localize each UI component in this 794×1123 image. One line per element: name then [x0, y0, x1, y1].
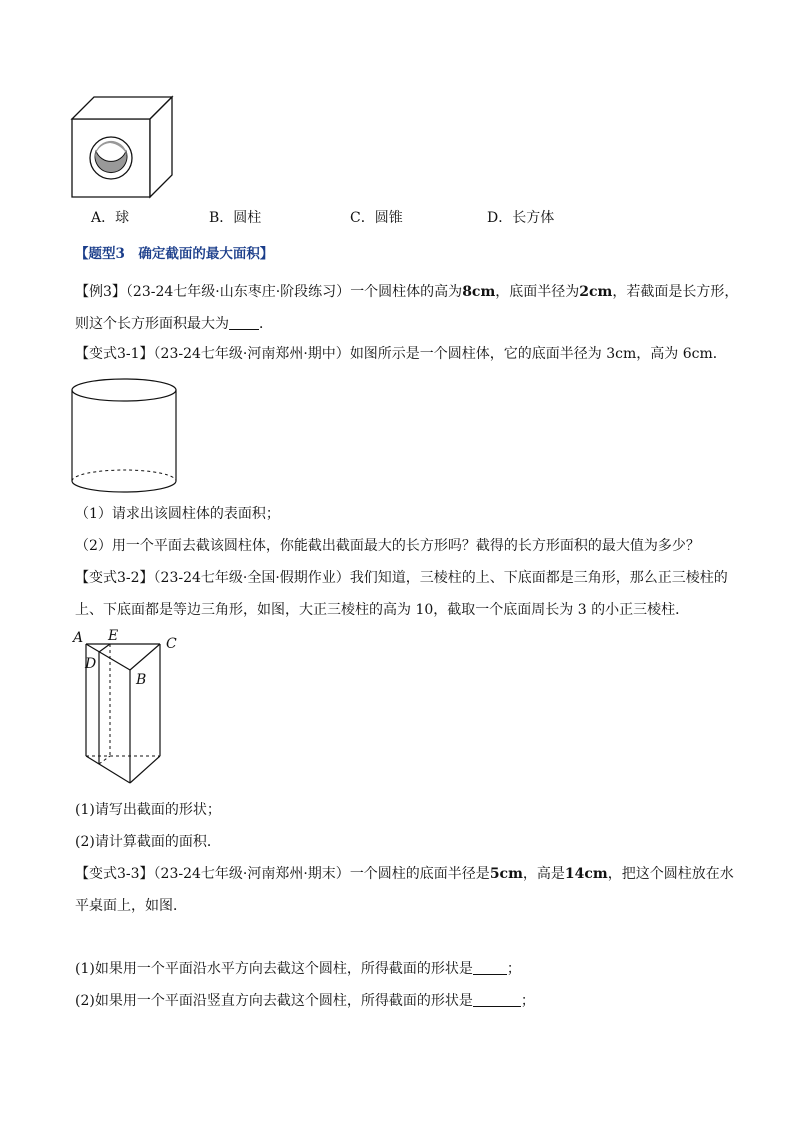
v31-q2: （2）用一个平面去截该圆柱体，你能截出截面最大的长方形吗？截得的长方形面积的最大值为多少？ — [75, 538, 700, 554]
v33-q2-text: (2)如果用一个平面沿竖直方向去截这个圆柱，所得截面的形状是 — [75, 993, 473, 1009]
v32-tag: 【变式3-2】 — [75, 570, 154, 586]
v33-text: 一个圆柱的底面半径是 — [349, 866, 490, 882]
v32-source: （23-24七年级·全国·假期作业） — [153, 570, 350, 586]
v33-q2 — [75, 991, 535, 1011]
v33-q2-end: ； — [520, 993, 535, 1009]
option-c: C．圆锥 — [350, 210, 403, 226]
example3-radius: 2cm — [579, 284, 613, 300]
v31-text: 如图所示是一个圆柱体，它的底面半径为 3cm，高为 6cm． — [349, 346, 727, 362]
v33-source: （23-24七年级·河南郑州·期末） — [153, 866, 350, 882]
v31-q1: （1）请求出该圆柱体的表面积； — [75, 506, 280, 522]
example3-text: ，底面半径为 — [495, 284, 580, 300]
v33-height: 14cm — [564, 866, 608, 882]
label-a: A — [73, 630, 84, 646]
v32-q1: (1)请写出截面的形状； — [75, 802, 221, 818]
option-a: A．球 — [91, 210, 130, 226]
v31-line1 — [75, 344, 727, 364]
v33-q1 — [75, 959, 521, 979]
option-b: B．圆柱 — [209, 210, 262, 226]
label-c: C — [166, 636, 177, 652]
cube-with-hole-figure — [60, 85, 180, 205]
example3-text: 一个圆柱体的高为 — [350, 284, 463, 300]
example3-source: （23-24七年级·山东枣庄·阶段练习） — [125, 284, 351, 300]
v33-radius: 5cm — [489, 866, 523, 882]
v32-text: 我们知道，三棱柱的上、下底面都是三角形，那么正三棱柱的 — [349, 570, 728, 586]
label-b: B — [136, 672, 147, 688]
v32-q2: (2)请计算截面的面积． — [75, 834, 221, 850]
v33-line1 — [75, 864, 734, 884]
v33-q1-end: ； — [506, 961, 521, 977]
example3-tag: 【例3】 — [75, 284, 126, 300]
example3-text: ． — [259, 316, 273, 332]
triangular-prism-figure — [70, 628, 200, 793]
example3-line2 — [75, 314, 273, 334]
example3-text: ，若截面是长方形， — [612, 284, 739, 300]
example3-height: 8cm — [462, 284, 496, 300]
v33-line2: 平桌面上，如图． — [75, 898, 187, 914]
v33-text: ，高是 — [522, 866, 565, 882]
example3-text: 则这个长方形面积最大为 — [75, 316, 229, 332]
v32-line2: 上、下底面都是等边三角形，如图，大正三棱柱的高为 10，截取一个底面周长为 3 的小正三棱柱． — [75, 602, 690, 618]
v32-line1 — [75, 568, 728, 588]
v33-q1-text: (1)如果用一个平面沿水平方向去截这个圆柱，所得截面的形状是 — [75, 961, 473, 977]
cylinder-figure — [66, 375, 186, 500]
label-d: D — [85, 656, 97, 672]
example3-line1 — [75, 282, 738, 302]
answer-blank[interactable] — [473, 960, 507, 975]
v33-tag: 【变式3-3】 — [75, 866, 154, 882]
option-d: D．长方体 — [487, 210, 555, 226]
v31-tag: 【变式3-1】 — [75, 346, 154, 362]
label-e: E — [108, 628, 119, 644]
answer-blank[interactable] — [229, 315, 259, 330]
section-heading: 【题型3 确定截面的最大面积】 — [75, 246, 274, 262]
answer-blank[interactable] — [473, 992, 521, 1007]
v33-text: ，把这个圆柱放在水 — [607, 866, 734, 882]
v31-source: （23-24七年级·河南郑州·期中） — [153, 346, 350, 362]
